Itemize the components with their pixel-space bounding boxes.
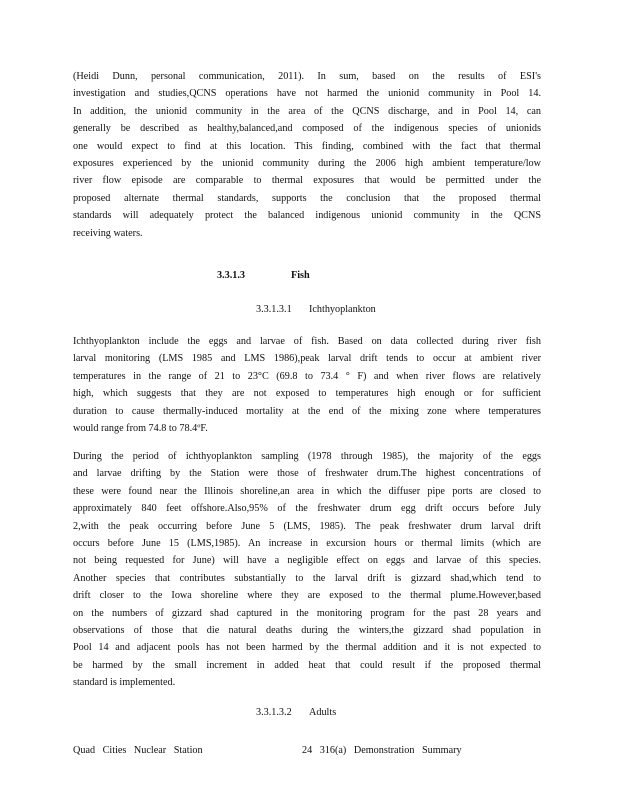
text-line: one would expect to find at this location. This finding, combined with the fact that thermal bbox=[73, 140, 541, 152]
section-title: Fish bbox=[291, 270, 310, 281]
text-line: proposed alternate thermal standards, supports the conclusion that the proposed thermal bbox=[73, 192, 541, 204]
subsection-number: 3.3.1.3.2 bbox=[256, 707, 292, 718]
text-line: not being requested for June) will have a negligible effect on eggs and larvae of this species. bbox=[73, 555, 541, 567]
footer-station-name: Quad Cities Nuclear Station bbox=[73, 745, 203, 756]
section-number: 3.3.1.3 bbox=[217, 270, 246, 281]
text-line: standard is implemented. bbox=[73, 677, 176, 689]
text-line: would range from 74.8 to 78.4ºF. bbox=[73, 422, 208, 434]
text-line: high, which suggests that they are not exposed to temperatures high enough or for sufficient bbox=[73, 388, 541, 400]
text-line: exposures experienced by the unionid community during the 2006 high ambient temperature/low bbox=[73, 157, 541, 169]
text-line: drift closer to the Iowa shoreline where they are exposed to the thermal plume.However,based bbox=[73, 590, 541, 602]
text-line: Ichthyoplankton include the eggs and larvae of fish. Based on data collected during river fish bbox=[73, 336, 541, 347]
footer-page-label: 24 316(a) Demonstration Summary bbox=[302, 745, 462, 756]
text-line: and larvae drifting by the Station were those of freshwater drum.The highest concentrations of bbox=[73, 468, 541, 480]
text-line: larval monitoring (LMS 1985 and LMS 1986),peak larval drift tends to occur at ambient river bbox=[73, 353, 541, 365]
text-line: (Heidi Dunn, personal communication, 2011). In sum, based on the results of ESI's bbox=[73, 71, 541, 82]
text-line: duration to cause thermally-induced mortality at the end of the mixing zone where temperatures bbox=[73, 405, 541, 417]
text-line: Another species that contributes substantially to the larval drift is gizzard shad,which tend to bbox=[73, 572, 541, 584]
text-line: standards will adequately protect the balanced indigenous unionid community in the QCNS bbox=[73, 210, 541, 222]
text-line: In addition, the unionid community in the area of the QCNS discharge, and in Pool 14, can bbox=[73, 105, 541, 117]
text-line: investigation and studies,QCNS operations have not harmed the unionid community in Pool 14. bbox=[73, 88, 541, 100]
paragraph-unionid-summary bbox=[73, 68, 541, 242]
section-heading-fish bbox=[217, 270, 310, 281]
subsection-title: Ichthyoplankton bbox=[309, 304, 376, 315]
paragraph-ichthyoplankton-sampling bbox=[73, 448, 541, 691]
subsection-heading-adults bbox=[256, 707, 336, 718]
text-line: 2,with the peak occurring before June 5 (LMS, 1985). The peak freshwater drum larval drift bbox=[73, 520, 541, 532]
text-line: these were found near the Illinois shoreline,an area in which the diffuser pipe ports are closed to bbox=[73, 485, 541, 497]
text-line: river flow episode are comparable to thermal exposures that would be permitted under the bbox=[73, 175, 541, 187]
text-line: on the numbers of gizzard shad captured in the monitoring program for the past 28 years and bbox=[73, 607, 541, 619]
text-line: occurs before June 15 (LMS,1985). An increase in excursion hours or thermal limits (which are bbox=[73, 537, 541, 549]
text-line: Pool 14 and adjacent pools has not been harmed by the thermal addition and it is not expected to bbox=[73, 642, 541, 654]
text-line: approximately 840 feet offshore.Also,95% of the freshwater drum egg drift occurs before July bbox=[73, 503, 541, 515]
text-line: observations of those that die natural deaths during the winters,the gizzard shad population in bbox=[73, 624, 541, 636]
text-line: be harmed by the small increment in added heat that could result if the proposed thermal bbox=[73, 659, 541, 671]
text-line: temperatures in the range of 21 to 23°C (69.8 to 73.4 ° F) and when river flows are relatively bbox=[73, 370, 541, 382]
subsection-heading-ichthyoplankton bbox=[256, 304, 376, 315]
text-line: During the period of ichthyoplankton sampling (1978 through 1985), the majority of the eggs bbox=[73, 451, 541, 462]
subsection-number: 3.3.1.3.1 bbox=[256, 304, 292, 315]
paragraph-ichthyoplankton-temperature bbox=[73, 333, 541, 437]
subsection-title: Adults bbox=[309, 707, 337, 718]
text-line: generally be described as healthy,balanced,and composed of the indigenous species of unionids bbox=[73, 123, 541, 135]
text-line: receiving waters. bbox=[73, 227, 143, 239]
